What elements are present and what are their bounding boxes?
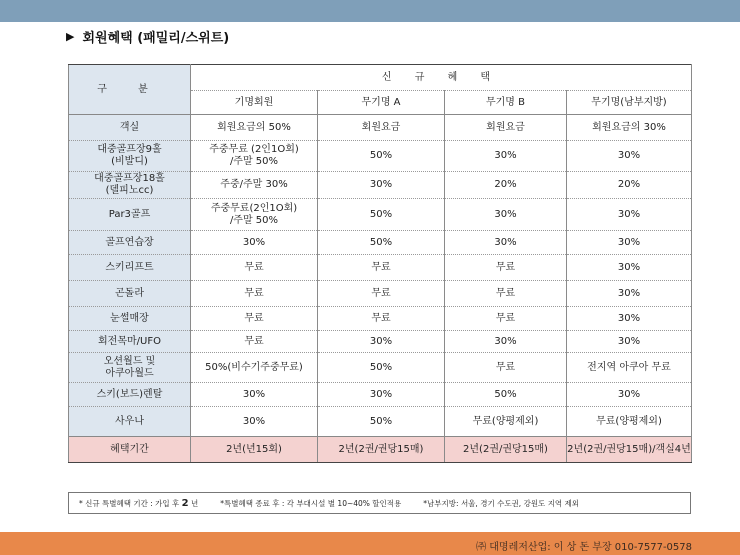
footnote-after: *특별혜택 종료 후 : 각 부대시설 별 10~40% 할인적용 [220,498,402,508]
table-row [69,437,692,463]
table-cell: 30% [191,383,318,407]
table-cell: 50% [318,141,445,172]
table-cell: 50% [318,199,445,231]
table-row [69,383,692,407]
table-cell: 회원요금의 50% [191,115,318,141]
table-cell: 30% [445,231,567,255]
gubun-header: 구 분 [69,65,191,115]
table-cell: 30% [445,331,567,353]
table-cell: 무료 [318,255,445,281]
table-cell: 무료 [445,281,567,307]
table-cell: 30% [191,231,318,255]
table-cell: 2년(2권/권당15매) [318,437,445,463]
table-cell: 무료 [318,307,445,331]
table-cell: 30% [567,141,692,172]
table-cell: 30% [318,172,445,199]
table-cell: 30% [567,255,692,281]
triangle-bullet-icon: ▶ [66,30,75,43]
table-row [69,407,692,437]
table-cell: 무료 [318,281,445,307]
column-header: 무기명 A [318,91,445,115]
row-label: 회전목마/UFO [69,331,191,353]
table-cell: 30% [318,383,445,407]
table-cell: 회원요금 [445,115,567,141]
table-cell: 무료 [191,255,318,281]
table-cell: 30% [567,307,692,331]
table-cell: 20% [567,172,692,199]
table-cell: 30% [191,407,318,437]
table-cell: 무료 [445,307,567,331]
row-label: 오션월드 및 아쿠아월드 [69,353,191,383]
table-cell: 30% [567,383,692,407]
table-cell: 50%(비수기주중무료) [191,353,318,383]
table-cell: 20% [445,172,567,199]
table-cell: 30% [567,281,692,307]
table-cell: 회원요금 [318,115,445,141]
table-cell: 30% [445,141,567,172]
table-cell: 30% [445,199,567,231]
table-cell: 30% [567,331,692,353]
table-cell: 주중/주말 30% [191,172,318,199]
row-label: 스키리프트 [69,255,191,281]
table-row [69,281,692,307]
table-row [69,255,692,281]
table-cell: 50% [318,407,445,437]
table-row [69,199,692,231]
table-cell: 회원요금의 30% [567,115,692,141]
table-cell: 50% [318,353,445,383]
footnote-box [68,492,691,514]
row-label: 눈썰매장 [69,307,191,331]
row-label: 대중골프장18홀 (델피노cc) [69,172,191,199]
table-row [69,353,692,383]
table-cell: 무료(양평제외) [445,407,567,437]
row-label: Par3골프 [69,199,191,231]
table-cell: 50% [318,231,445,255]
table-row [69,141,692,172]
table-cell: 50% [445,383,567,407]
table-cell: 무료 [191,307,318,331]
table-cell: 30% [318,331,445,353]
table-cell: 2년(년15회) [191,437,318,463]
footnote-south: *남부지방: 서울, 경기 수도권, 강원도 지역 제외 [423,498,580,508]
row-label: 곤돌라 [69,281,191,307]
table-cell: 2년(2권/권당15매)/객실4년 [567,437,692,463]
row-label: 대중골프장9홀 (비발디) [69,141,191,172]
row-label: 혜택기간 [69,437,191,463]
contact-info: ㈜ 대명레저산업: 이 상 돈 부장 010-7577-0578 [476,542,692,553]
table-row [69,331,692,353]
table-cell: 무료 [445,255,567,281]
table-cell: 무료 [191,331,318,353]
benefits-table [68,64,692,463]
table-row [69,172,692,199]
column-header: 기명회원 [191,91,318,115]
section-title [66,27,229,46]
column-header: 무기명 B [445,91,567,115]
table-cell: 무료 [445,353,567,383]
table-cell: 주중무료(2인1O회) /주말 50% [191,199,318,231]
table-cell: 무료(양평제외) [567,407,692,437]
table-row [69,307,692,331]
top-banner [0,0,740,22]
table-cell: 30% [567,199,692,231]
header-row [69,65,692,91]
section-title-text: 회원혜택 (패밀리/스위트) [82,31,230,46]
table-cell: 30% [567,231,692,255]
row-label: 골프연습장 [69,231,191,255]
footnote-period: * 신규 특별혜택 기간 : 가입 후 2 년 [79,497,199,509]
table-cell: 2년(2권/권당15매) [445,437,567,463]
column-header: 무기명(남부지방) [567,91,692,115]
table-row [69,231,692,255]
table-cell: 주중무료 (2인1O회) /주말 50% [191,141,318,172]
table-cell: 무료 [191,281,318,307]
table-row [69,115,692,141]
row-label: 객실 [69,115,191,141]
group-header: 신 규 혜 택 [191,65,692,91]
row-label: 사우나 [69,407,191,437]
table-cell: 전지역 아쿠아 무료 [567,353,692,383]
row-label: 스키(보드)렌탈 [69,383,191,407]
